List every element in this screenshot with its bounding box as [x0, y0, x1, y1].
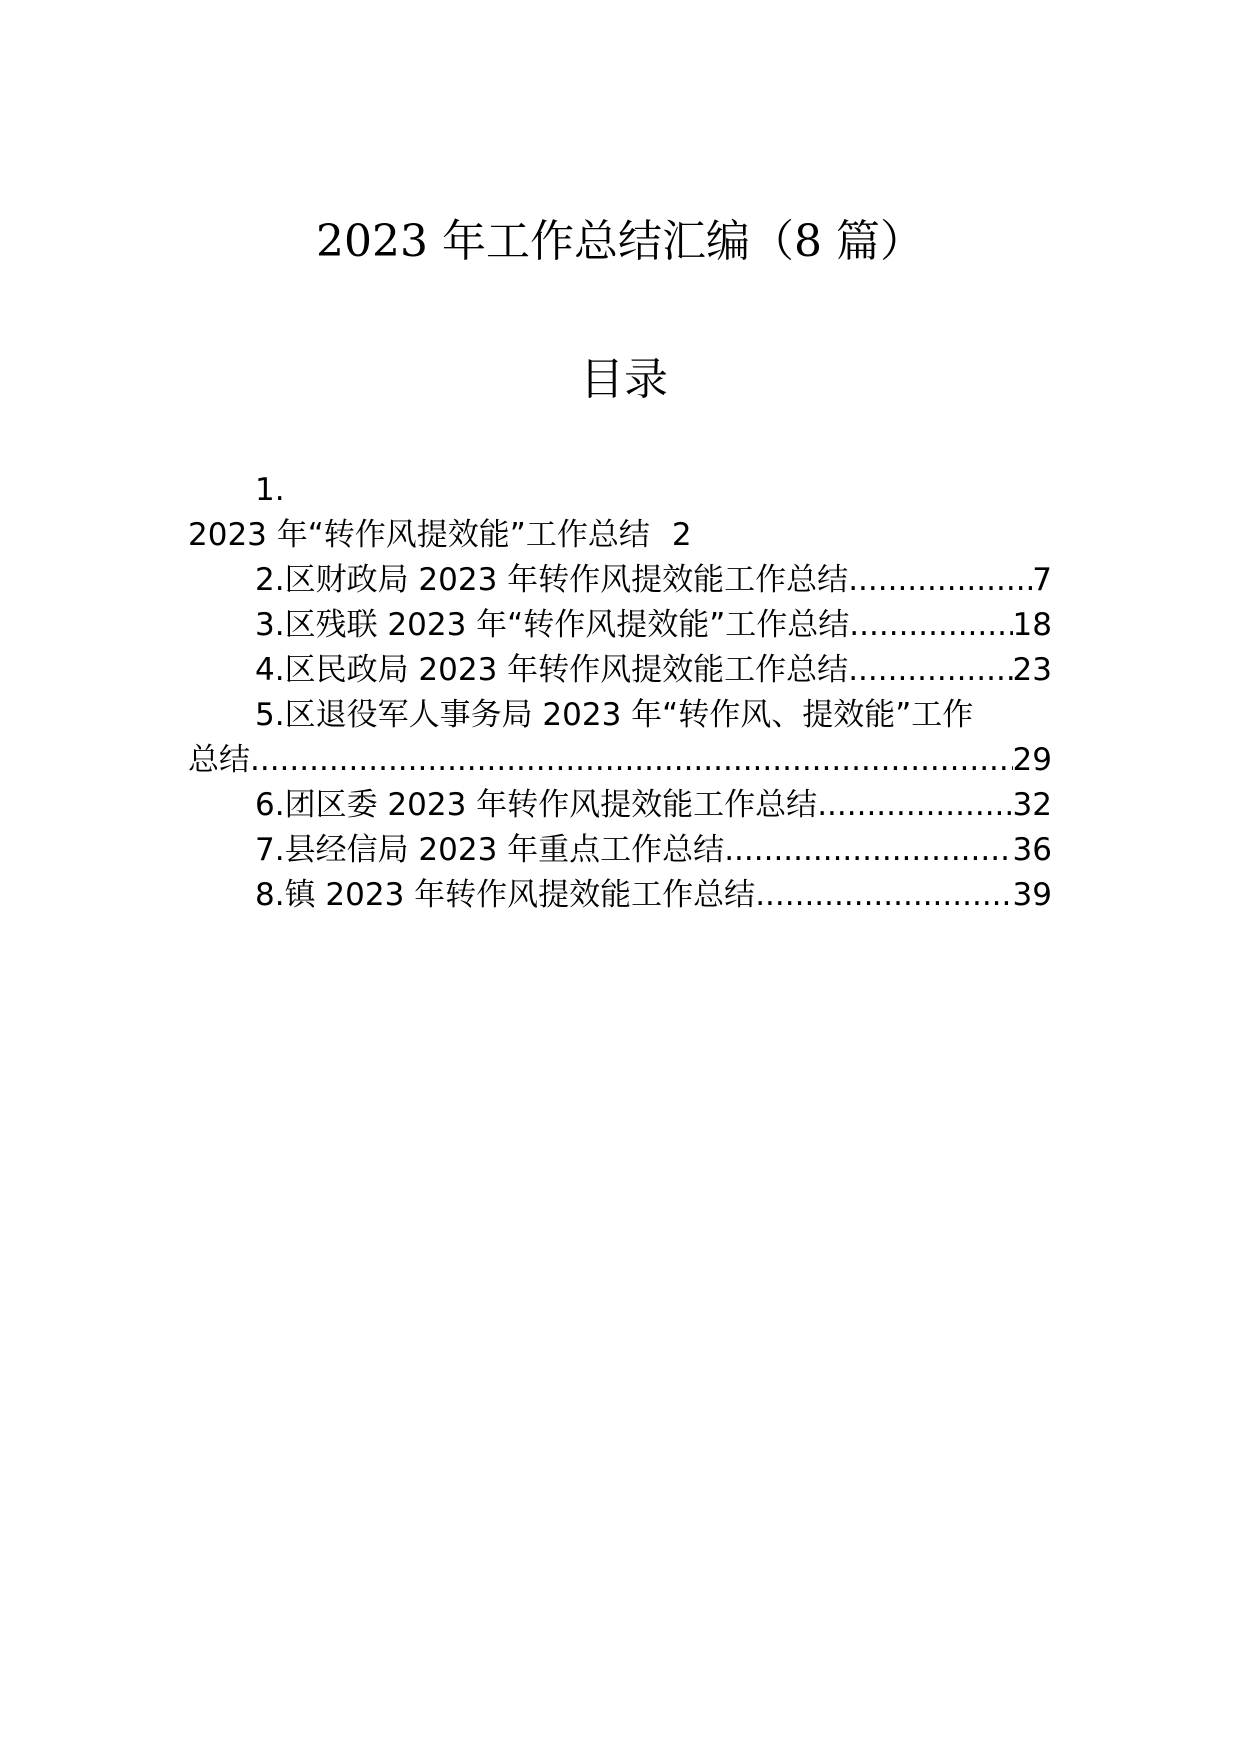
- toc-entry-8-label: 8.镇 2023 年转作风提效能工作总结: [255, 877, 756, 913]
- toc-entry-3-leader: [849, 603, 1012, 648]
- document-title: 2023 年工作总结汇编（8 篇）: [316, 216, 924, 267]
- toc-entry-8-leader: [755, 873, 1012, 918]
- toc-heading: 目录: [580, 354, 668, 405]
- toc-entry-6-page: 32: [1012, 787, 1052, 823]
- toc-entry-7-page: 36: [1012, 832, 1052, 868]
- toc-entry-5-leader: [250, 738, 1013, 783]
- toc-entry-6-leader: [817, 783, 1012, 828]
- toc-entry-4-leader: [848, 648, 1012, 693]
- toc-entry-8[interactable]: [188, 873, 1052, 918]
- toc-entry-5-line-2[interactable]: [188, 738, 1052, 783]
- toc-entry-5-label-end: 总结: [188, 742, 250, 778]
- toc-entry-1-number: 1.: [255, 472, 285, 508]
- toc-entry-3-page: 18: [1012, 607, 1052, 643]
- toc-entry-1-label: 2023 年“转作风提效能”工作总结: [188, 517, 650, 553]
- toc-entry-2-leader: [848, 558, 1032, 603]
- toc-entry-4-label: 4.区民政局 2023 年转作风提效能工作总结: [255, 652, 849, 688]
- table-of-contents: [188, 468, 1052, 918]
- toc-entry-3-label: 3.区残联 2023 年“转作风提效能”工作总结: [255, 607, 850, 643]
- toc-entry-7-label: 7.县经信局 2023 年重点工作总结: [255, 832, 725, 868]
- toc-entry-2[interactable]: [188, 558, 1052, 603]
- toc-entry-2-label: 2.区财政局 2023 年转作风提效能工作总结: [255, 562, 849, 598]
- toc-entry-7-leader: [724, 828, 1012, 873]
- toc-entry-4-page: 23: [1012, 652, 1052, 688]
- toc-entry-3[interactable]: [188, 603, 1052, 648]
- toc-entry-1-line-2[interactable]: [168, 513, 1052, 558]
- toc-entry-2-page: 7: [1032, 562, 1052, 598]
- toc-entry-6[interactable]: [188, 783, 1052, 828]
- toc-entry-5-line-1[interactable]: [188, 693, 1052, 738]
- toc-entry-5-label-start: 5.区退役军人事务局 2023 年“转作风、提效能”工作: [255, 697, 974, 733]
- toc-entry-1-line-1[interactable]: [188, 468, 1052, 513]
- toc-entry-1-page: 2: [671, 517, 692, 553]
- toc-entry-5-page: 29: [1012, 742, 1052, 778]
- toc-entry-7[interactable]: [188, 828, 1052, 873]
- toc-entry-4[interactable]: [188, 648, 1052, 693]
- toc-entry-6-label: 6.团区委 2023 年转作风提效能工作总结: [255, 787, 818, 823]
- toc-entry-8-page: 39: [1012, 877, 1052, 913]
